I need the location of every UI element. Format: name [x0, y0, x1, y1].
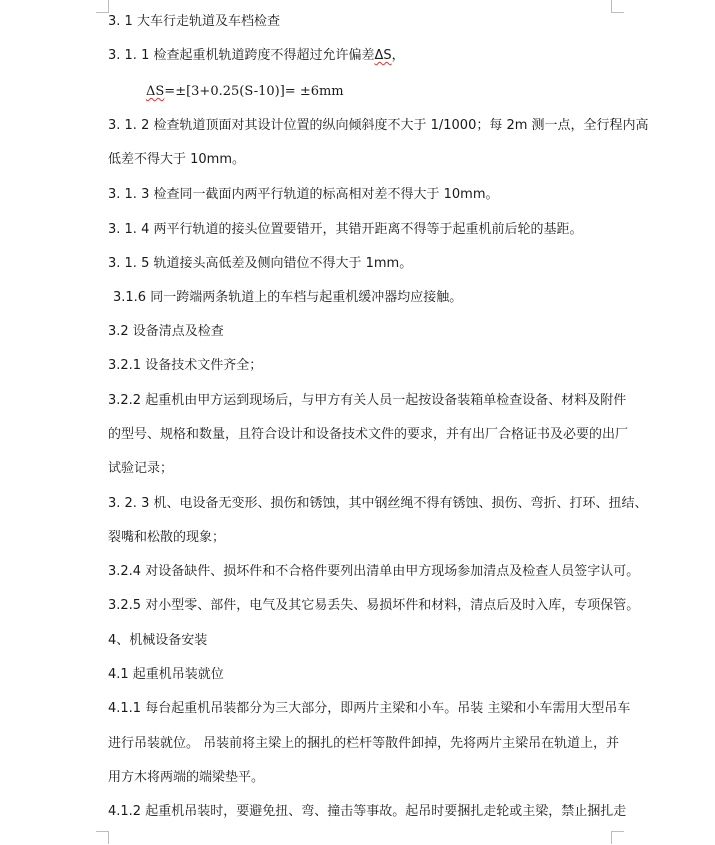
paragraph-3-2-5: 3.2.5 对小型零、部件，电气及其它易丢失、易损坏件和材料，清点后及时入库，专项保管。	[108, 598, 640, 613]
paragraph-3-1-1-text: 3. 1. 1 检查起重机轨道跨度不得超过允许偏差	[108, 48, 375, 63]
paragraph-3-1-2-line-1: 3. 1. 2 检查轨道顶面对其设计位置的纵向倾斜度不大于 1/1000；每 2m 测一点，全行程内高	[108, 118, 649, 133]
paragraph-4-1-1-line-2: 进行吊装就位。 吊装前将主梁上的捆扎的栏杆等散件卸掉，先将两片主梁吊在轨道上，并	[108, 736, 620, 751]
paragraph-3-1-1	[108, 48, 405, 64]
paragraph-4-1-1-line-3: 用方木将两端的端梁垫平。	[108, 770, 265, 785]
paragraph-3-2-2-line-1: 3.2.2 起重机由甲方运到现场后，与甲方有关人员一起按设备装箱单检查设备、材料及附件	[108, 393, 627, 408]
section-heading-3-2: 3.2 设备清点及检查	[108, 324, 224, 339]
formula-delta-s: ΔS	[146, 84, 165, 99]
section-heading-4: 4、机械设备安装	[108, 633, 208, 648]
margin-corner-bottom-right	[611, 831, 624, 844]
paragraph-4-1-2-line-1: 4.1.2 起重机吊装时，要避免扭、弯、撞击等事故。起吊时要捆扎走轮或主梁，禁止捆扎走	[108, 804, 627, 819]
paragraph-3-2-4: 3.2.4 对设备缺件、损坏件和不合格件要列出清单由甲方现场参加清点及检查人员签字认可。	[108, 564, 640, 579]
margin-corner-top-left	[96, 0, 109, 13]
paragraph-3-1-3: 3. 1. 3 检查同一截面内两平行轨道的标高相对差不得大于 10mm。	[108, 187, 499, 202]
paragraph-3-2-2-line-2: 的型号、规格和数量，且符合设计和设备技术文件的要求，并有出厂合格证书及必要的出厂	[108, 427, 629, 442]
section-heading-4-1: 4.1 起重机吊装就位	[108, 667, 224, 682]
formula-expression: =±[3+0.25(S-10)]= ±6mm	[164, 84, 344, 99]
section-heading-3-1: 3. 1 大车行走轨道及车档检查	[108, 14, 280, 29]
paragraph-3-1-4: 3. 1. 4 两平行轨道的接头位置要错开，其错开距离不得等于起重机前后轮的基距。	[108, 222, 583, 237]
tolerance-formula	[146, 84, 344, 100]
delta-s-symbol: ΔS	[374, 48, 392, 63]
paragraph-3-1-2-line-2: 低差不得大于 10mm。	[108, 152, 246, 167]
paragraph-3-1-5: 3. 1. 5 轨道接头高低差及侧向错位不得大于 1mm。	[108, 256, 413, 271]
paragraph-3-2-3-line-2: 裂嘴和松散的现象；	[108, 530, 226, 545]
paragraph-3-2-1: 3.2.1 设备技术文件齐全；	[108, 358, 263, 373]
paragraph-3-1-6: 3.1.6 同一跨端两条轨道上的车档与起重机缓冲器均应接触。	[113, 290, 463, 305]
margin-corner-bottom-left	[96, 831, 109, 844]
paragraph-4-1-1-line-1: 4.1.1 每台起重机吊装都分为三大部分，即两片主梁和小车。吊装 主梁和小车需用大型吊车	[108, 701, 631, 716]
paragraph-3-2-2-line-3: 试验记录；	[108, 461, 174, 476]
paragraph-3-1-1-punct: ，	[391, 48, 405, 63]
paragraph-3-2-3-line-1: 3. 2. 3 机、电设备无变形、损伤和锈蚀，其中钢丝绳不得有锈蚀、损伤、弯折、打环、扭结、	[108, 496, 648, 511]
margin-corner-top-right	[611, 0, 624, 13]
